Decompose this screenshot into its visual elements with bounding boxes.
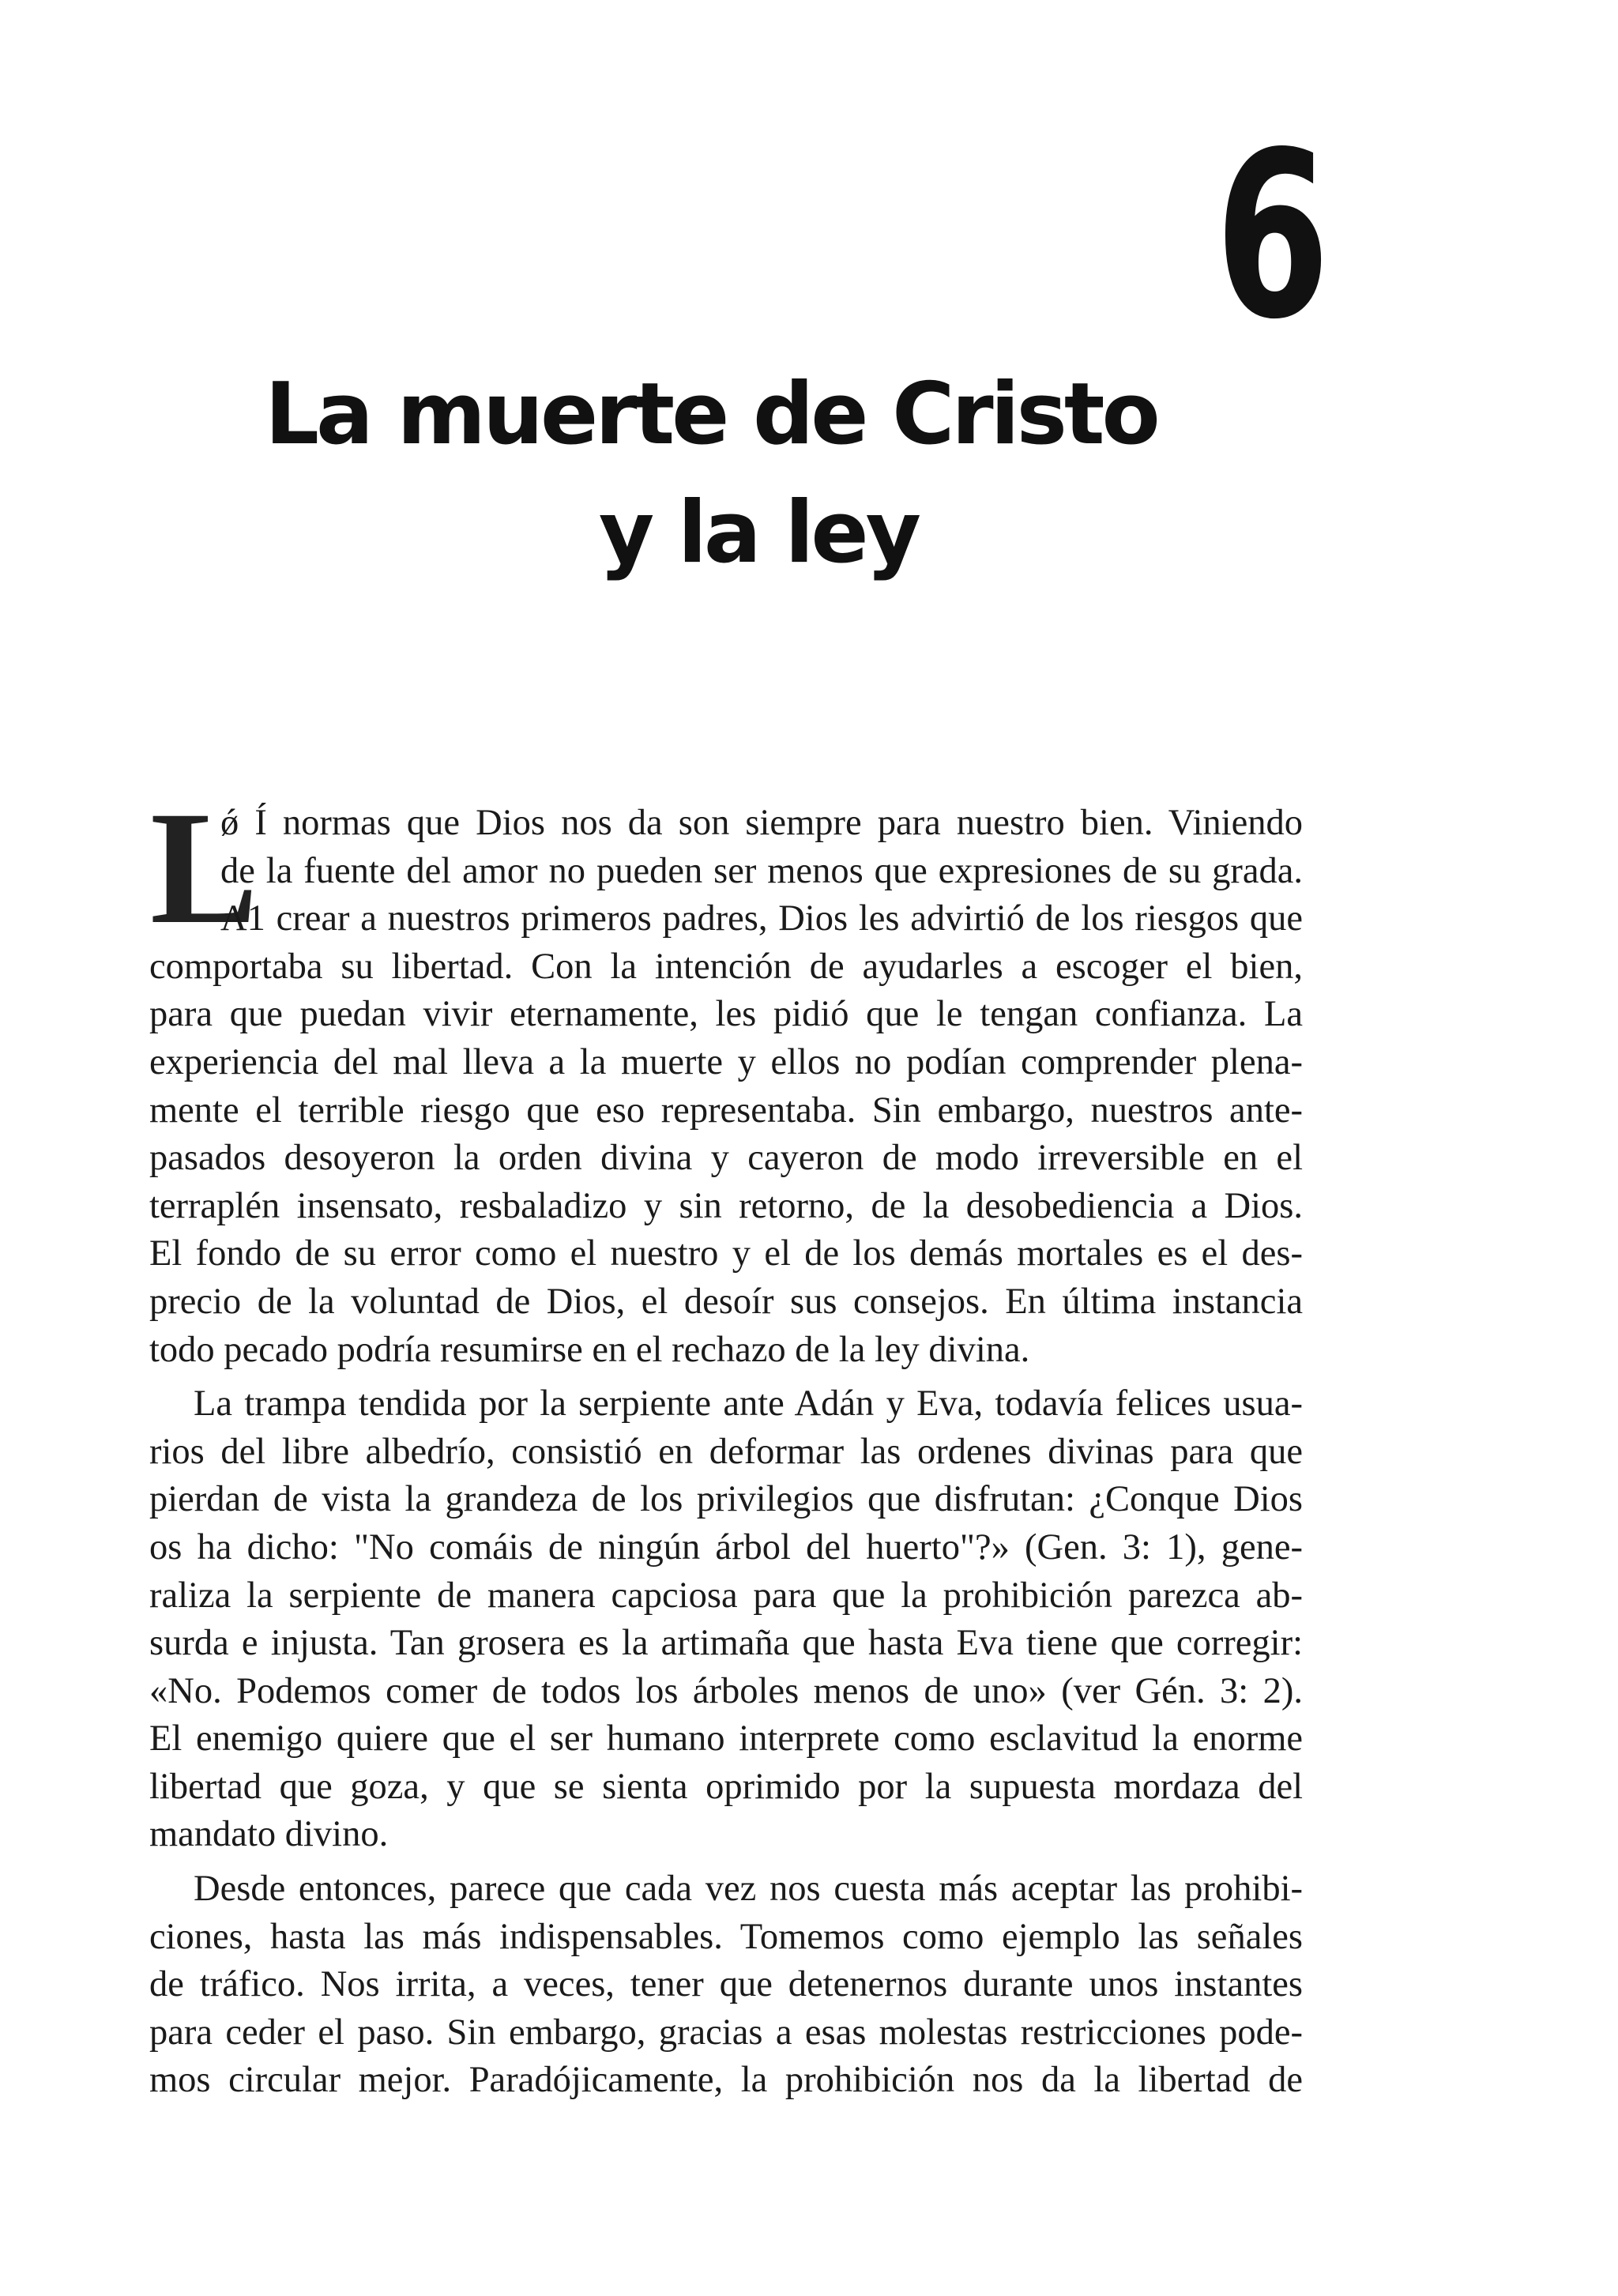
- chapter-title-line-1: La muerte de Cristo: [265, 365, 1157, 464]
- text-line: os ha dicho: "No comáis de ningún árbol del huerto"?» (Gen. 3: 1), gene-: [149, 1526, 1303, 1568]
- text-line: A1 crear a nuestros primeros padres, Dios les advirtió de los riesgos que: [220, 898, 1303, 939]
- chapter-title: [237, 356, 1185, 593]
- paragraph: [149, 778, 1303, 1374]
- text-line: pasados desoyeron la orden divina y cayeron de modo irreversible en el: [149, 1138, 1303, 1179]
- chapter-title-line-2: y la ley: [598, 484, 919, 582]
- text-line: precio de la voluntad de Dios, el desoír sus consejos. En última instancia: [149, 1281, 1303, 1322]
- text-line: surda e injusta. Tan grosera es la artimaña que hasta Eva tiene que corregir:: [149, 1623, 1303, 1664]
- text-line: ciones, hasta las más indispensables. Tomemos como ejemplo las señales: [149, 1916, 1303, 1957]
- chapter-number: 6: [1215, 104, 1330, 370]
- text-line: raliza la serpiente de manera capciosa para que la prohibición parezca ab-: [149, 1575, 1303, 1616]
- text-line: libertad que goza, y que se sienta oprimido por la supuesta mordaza del: [149, 1766, 1303, 1807]
- drop-cap: L: [150, 778, 258, 958]
- text-line: mos circular mejor. Paradójicamente, la prohibición nos da la libertad de: [149, 2060, 1303, 2101]
- text-line: ǿ Í normas que Dios nos da son siempre para nuestro bien. Viniendo: [220, 803, 1303, 843]
- text-line: de tráfico. Nos irrita, a veces, tener que detenernos durante unos instantes: [149, 1964, 1303, 2005]
- text-line: para ceder el paso. Sin embargo, gracias a esas molestas restricciones pode-: [149, 2012, 1303, 2053]
- text-line: El enemigo quiere que el ser humano interprete como esclavitud la enorme: [149, 1718, 1303, 1760]
- text-line: pierdan de vista la grandeza de los privilegios que disfrutan: ¿Conque Dios: [149, 1479, 1303, 1520]
- text-line: experiencia del mal lleva a la muerte y ellos no podían comprender plena-: [149, 1041, 1303, 1082]
- body-text: [149, 778, 1303, 2105]
- text-line: Desde entonces, parece que cada vez nos cuesta más aceptar las prohibi-: [194, 1869, 1303, 1910]
- text-line: terraplén insensato, resbaladizo y sin retorno, de la desobediencia a Dios.: [149, 1185, 1303, 1226]
- text-line: de la fuente del amor no pueden ser menos que expresiones de su grada.: [220, 850, 1303, 891]
- text-line: mente el terrible riesgo que eso representaba. Sin embargo, nuestros ante-: [149, 1090, 1303, 1131]
- text-line: «No. Podemos comer de todos los árboles menos de uno» (ver Gén. 3: 2).: [149, 1670, 1303, 1711]
- text-line: El fondo de su error como el nuestro y el de los demás mortales es el des-: [149, 1233, 1303, 1274]
- text-line: La trampa tendida por la serpiente ante Adán y Eva, todavía felices usua-: [194, 1383, 1303, 1425]
- text-line: rios del libre albedrío, consistió en deformar las ordenes divinas para que: [149, 1431, 1303, 1472]
- paragraph: [149, 1865, 1303, 2105]
- paragraph: [149, 1380, 1303, 1859]
- text-line: comportaba su libertad. Con la intención de ayudarles a escoger el bien,: [149, 946, 1303, 987]
- text-line: todo pecado podría resumirse en el rechazo de la ley divina.: [149, 1329, 1030, 1370]
- text-line: mandato divino.: [149, 1814, 389, 1855]
- text-line: para que puedan vivir eternamente, les pidió que le tengan confianza. La: [149, 994, 1303, 1035]
